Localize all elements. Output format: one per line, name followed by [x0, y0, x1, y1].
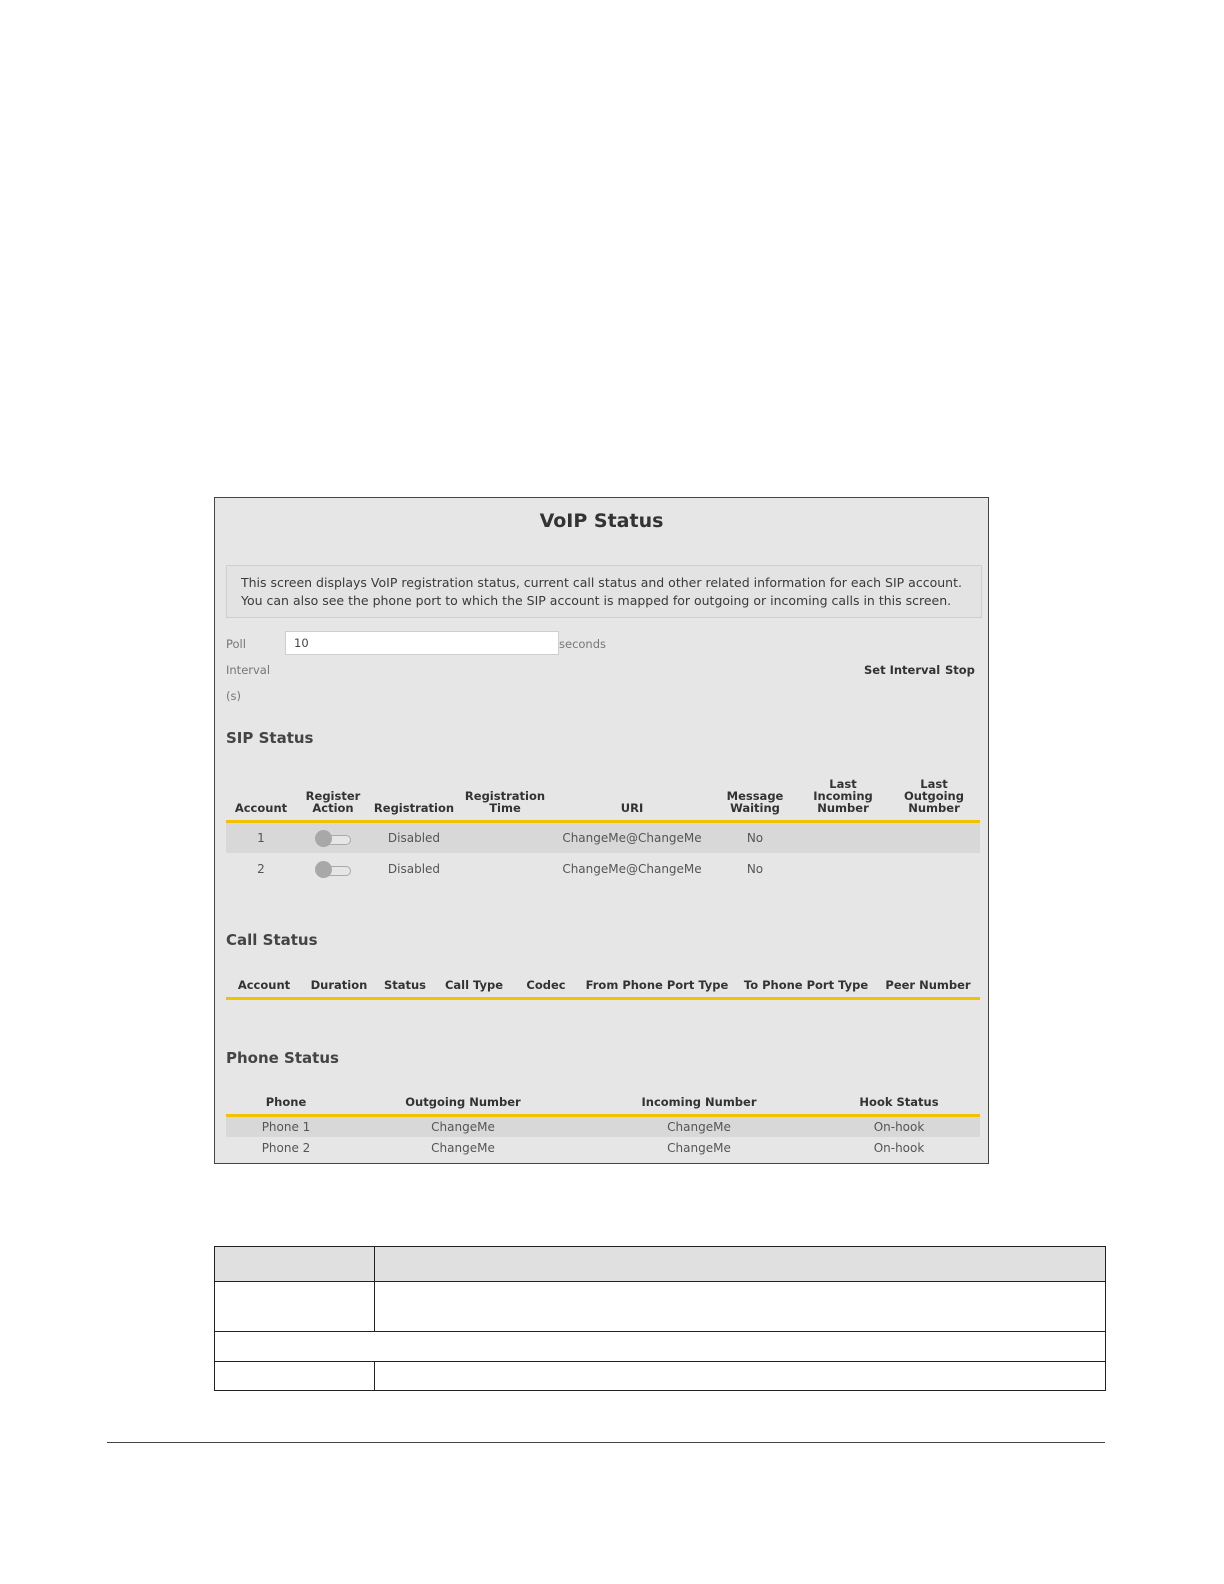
call-header-account: Account — [226, 970, 302, 998]
phone-cell-phone: Phone 2 — [261, 1141, 311, 1155]
phone-status-table — [226, 1087, 980, 1159]
call-status-table — [226, 970, 980, 1000]
poll-interval-input[interactable] — [285, 631, 559, 655]
call-header-codec: Codec — [514, 970, 578, 998]
sip-cell-account: 2 — [257, 862, 265, 876]
sip-cell-registration: Disabled — [387, 862, 441, 876]
sip-status-table — [226, 773, 980, 885]
phone-header-hook-status: Hook Status — [818, 1087, 980, 1115]
sip-header-message-waiting: Message Waiting — [712, 773, 798, 821]
phone-cell-incoming: ChangeMe — [667, 1141, 731, 1155]
call-header-call-type: Call Type — [434, 970, 514, 998]
sip-cell-last-outgoing — [888, 821, 980, 853]
sip-header-account: Account — [226, 773, 296, 821]
sip-cell-last-incoming — [798, 853, 888, 885]
call-header-status: Status — [376, 970, 434, 998]
stop-label: Stop — [945, 663, 975, 677]
poll-label-line3: (s) — [226, 689, 241, 703]
register-action-cell — [296, 853, 370, 885]
sip-header-last-incoming: Last Incoming Number — [798, 773, 888, 821]
doc-row — [215, 1282, 1106, 1332]
register-action-cell — [296, 821, 370, 853]
sip-cell-last-outgoing — [888, 853, 980, 885]
phone-cell-incoming: ChangeMe — [580, 1115, 818, 1137]
phone-cell-outgoing: ChangeMe — [431, 1141, 495, 1155]
footer-divider — [107, 1442, 1105, 1443]
table-row — [226, 853, 980, 885]
sip-header-last-outgoing: Last Outgoing Number — [888, 773, 980, 821]
sip-cell-last-incoming — [798, 821, 888, 853]
phone-cell-hook: On-hook — [818, 1115, 980, 1137]
doc-header-cell — [375, 1247, 1106, 1282]
call-status-title: Call Status — [226, 931, 318, 949]
call-header-peer-number: Peer Number — [876, 970, 980, 998]
sip-cell-registration-time — [458, 853, 552, 885]
call-header-from-port-type: From Phone Port Type — [578, 970, 736, 998]
stop-button[interactable] — [945, 663, 975, 677]
sip-status-title: SIP Status — [226, 729, 314, 747]
sip-cell-registration-time — [458, 821, 552, 853]
sip-cell-account: 1 — [226, 821, 296, 853]
sip-header-registration-time: Registration Time — [458, 773, 552, 821]
poll-label-line2: Interval — [226, 663, 271, 677]
sip-cell-uri: ChangeMe@ChangeMe — [562, 862, 702, 876]
phone-cell-phone: Phone 1 — [226, 1115, 346, 1137]
table-row — [226, 821, 980, 853]
doc-cell — [375, 1282, 1106, 1332]
phone-header-incoming: Incoming Number — [580, 1087, 818, 1115]
register-action-toggle[interactable] — [315, 861, 351, 877]
doc-cell — [215, 1332, 1106, 1362]
sip-cell-registration: Disabled — [370, 821, 458, 853]
sip-cell-message-waiting: No — [746, 862, 764, 876]
doc-header-row — [215, 1247, 1106, 1282]
voip-status-screen — [214, 497, 989, 1164]
poll-unit-label: seconds — [559, 637, 607, 651]
description-box: This screen displays VoIP registration status, current call status and other related information for each SIP account. You can also see the phone port to which the SIP account is mapped for outgoing or incoming calls in this screen. — [226, 565, 982, 618]
sip-header-register-action: Register Action — [296, 773, 370, 821]
table-row — [226, 1137, 980, 1159]
sip-cell-message-waiting: No — [712, 821, 798, 853]
call-header-duration: Duration — [302, 970, 376, 998]
phone-header-outgoing: Outgoing Number — [346, 1087, 580, 1115]
call-header-to-port-type: To Phone Port Type — [736, 970, 876, 998]
poll-label-line1: Poll — [226, 637, 246, 651]
sip-header-registration: Registration — [370, 773, 458, 821]
phone-cell-outgoing: ChangeMe — [346, 1115, 580, 1137]
sip-cell-uri: ChangeMe@ChangeMe — [552, 821, 712, 853]
table-row — [226, 1115, 980, 1137]
doc-cell — [215, 1282, 375, 1332]
phone-cell-hook: On-hook — [873, 1141, 925, 1155]
field-description-table — [214, 1246, 1106, 1391]
register-action-toggle[interactable] — [315, 830, 351, 846]
page-title: VoIP Status — [539, 510, 664, 532]
phone-status-title: Phone Status — [226, 1049, 339, 1067]
doc-row — [215, 1362, 1106, 1391]
set-interval-button[interactable] — [864, 663, 940, 677]
phone-header-phone: Phone — [226, 1087, 346, 1115]
sip-header-uri: URI — [552, 773, 712, 821]
doc-row — [215, 1332, 1106, 1362]
doc-cell — [215, 1362, 375, 1391]
doc-cell — [375, 1362, 1106, 1391]
doc-header-cell — [215, 1247, 375, 1282]
set-interval-label: Set Interval — [864, 663, 941, 677]
